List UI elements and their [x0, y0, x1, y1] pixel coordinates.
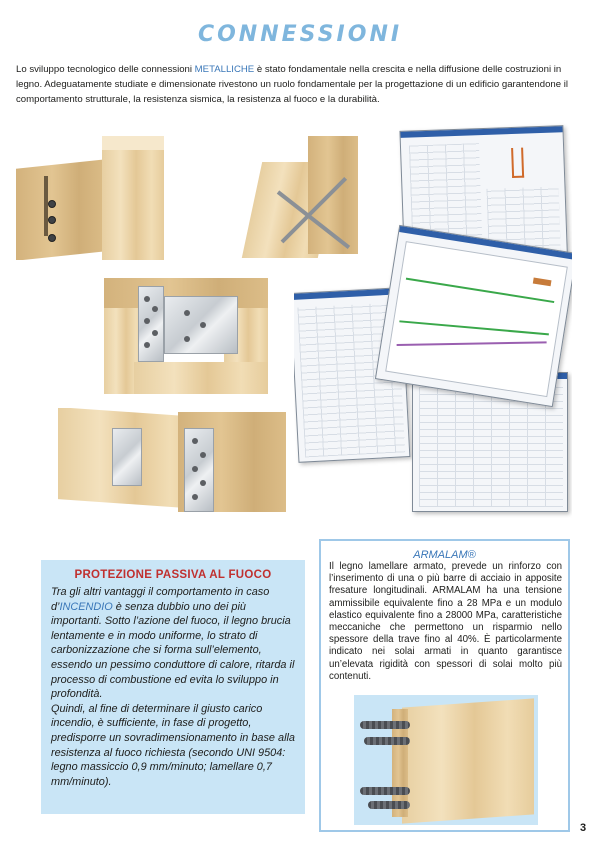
- armalam-text: Il legno lamellare armato, prevede un rinforzo con l’inserimento di una o più barre di acciaio in apposite fresature longitudinali. ARMALAM ha una tensione ammissibile equivalente fino a 28 MPa e un modulo elastico equivalente fino a 28000 MPa, caratteristiche meccaniche che permettono un risparmio nello spessore della trave fino al 40%. È particolarmente indicato nei solai armati in quanto garantisce un’elevata rigidità con spessori di solai molto più contenuti.: [329, 561, 562, 682]
- photo-armalam-beam: [354, 695, 538, 825]
- page-title: CONNESSIONI: [197, 22, 403, 47]
- intro-highlight: METALLICHE: [194, 64, 255, 75]
- fire-protection-title: PROTEZIONE PASSIVA AL FUOCO: [74, 569, 272, 581]
- intro-text-2: è stato fondamentale nella crescita e nella diffusione delle costruzioni in legno. Adeguatamente studiate e dimensionate rivestono un ruolo fondamentale per la progettazione di un edificio garantendone il comportamento strutturale, la resistenza sismica, la resistenza al fuoco e la durabilità.: [16, 64, 569, 105]
- intro-paragraph: [16, 62, 584, 107]
- fire-text-1: Tra gli altri vantaggi il comportamento in caso d’: [51, 586, 270, 613]
- photo-steel-angle-plate: [104, 278, 268, 394]
- photo-hidden-plate-connection: [16, 130, 166, 260]
- page-number: 3: [580, 822, 587, 834]
- software-window-4: [375, 225, 572, 407]
- armalam-title: ARMALAM®: [413, 549, 476, 561]
- photo-beam-shear-plates: [58, 408, 286, 512]
- armalam-box: [319, 539, 570, 832]
- fire-protection-text: [51, 585, 299, 789]
- photo-software-screenshots: [294, 122, 572, 518]
- intro-text-1: Lo sviluppo tecnologico delle connessioni: [16, 64, 195, 75]
- fire-text-3: Quindi, al fine di determinare il giusto carico incendio, è sufficiente, in fase di progetto, predisporre un sovradimensionamento in base alla resistenza al fuoco richiesta (secondo UNI 9504: legno massiccio 0,9 mm/minuto; lamellare 0,7 mm/minuto).: [51, 702, 295, 788]
- fire-text-2: è senza dubbio uno dei più importanti. Sotto l’azione del fuoco, il legno brucia lentamente e in modo uniforme, lo strato di carbonizzazione che si forma sull’elemento, essendo un pessimo conduttore di calore, ritarda il processo di combustione ed evita lo sviluppo in profondità.: [51, 600, 295, 701]
- fire-highlight: INCENDIO: [59, 600, 113, 613]
- fire-protection-box: [41, 560, 305, 814]
